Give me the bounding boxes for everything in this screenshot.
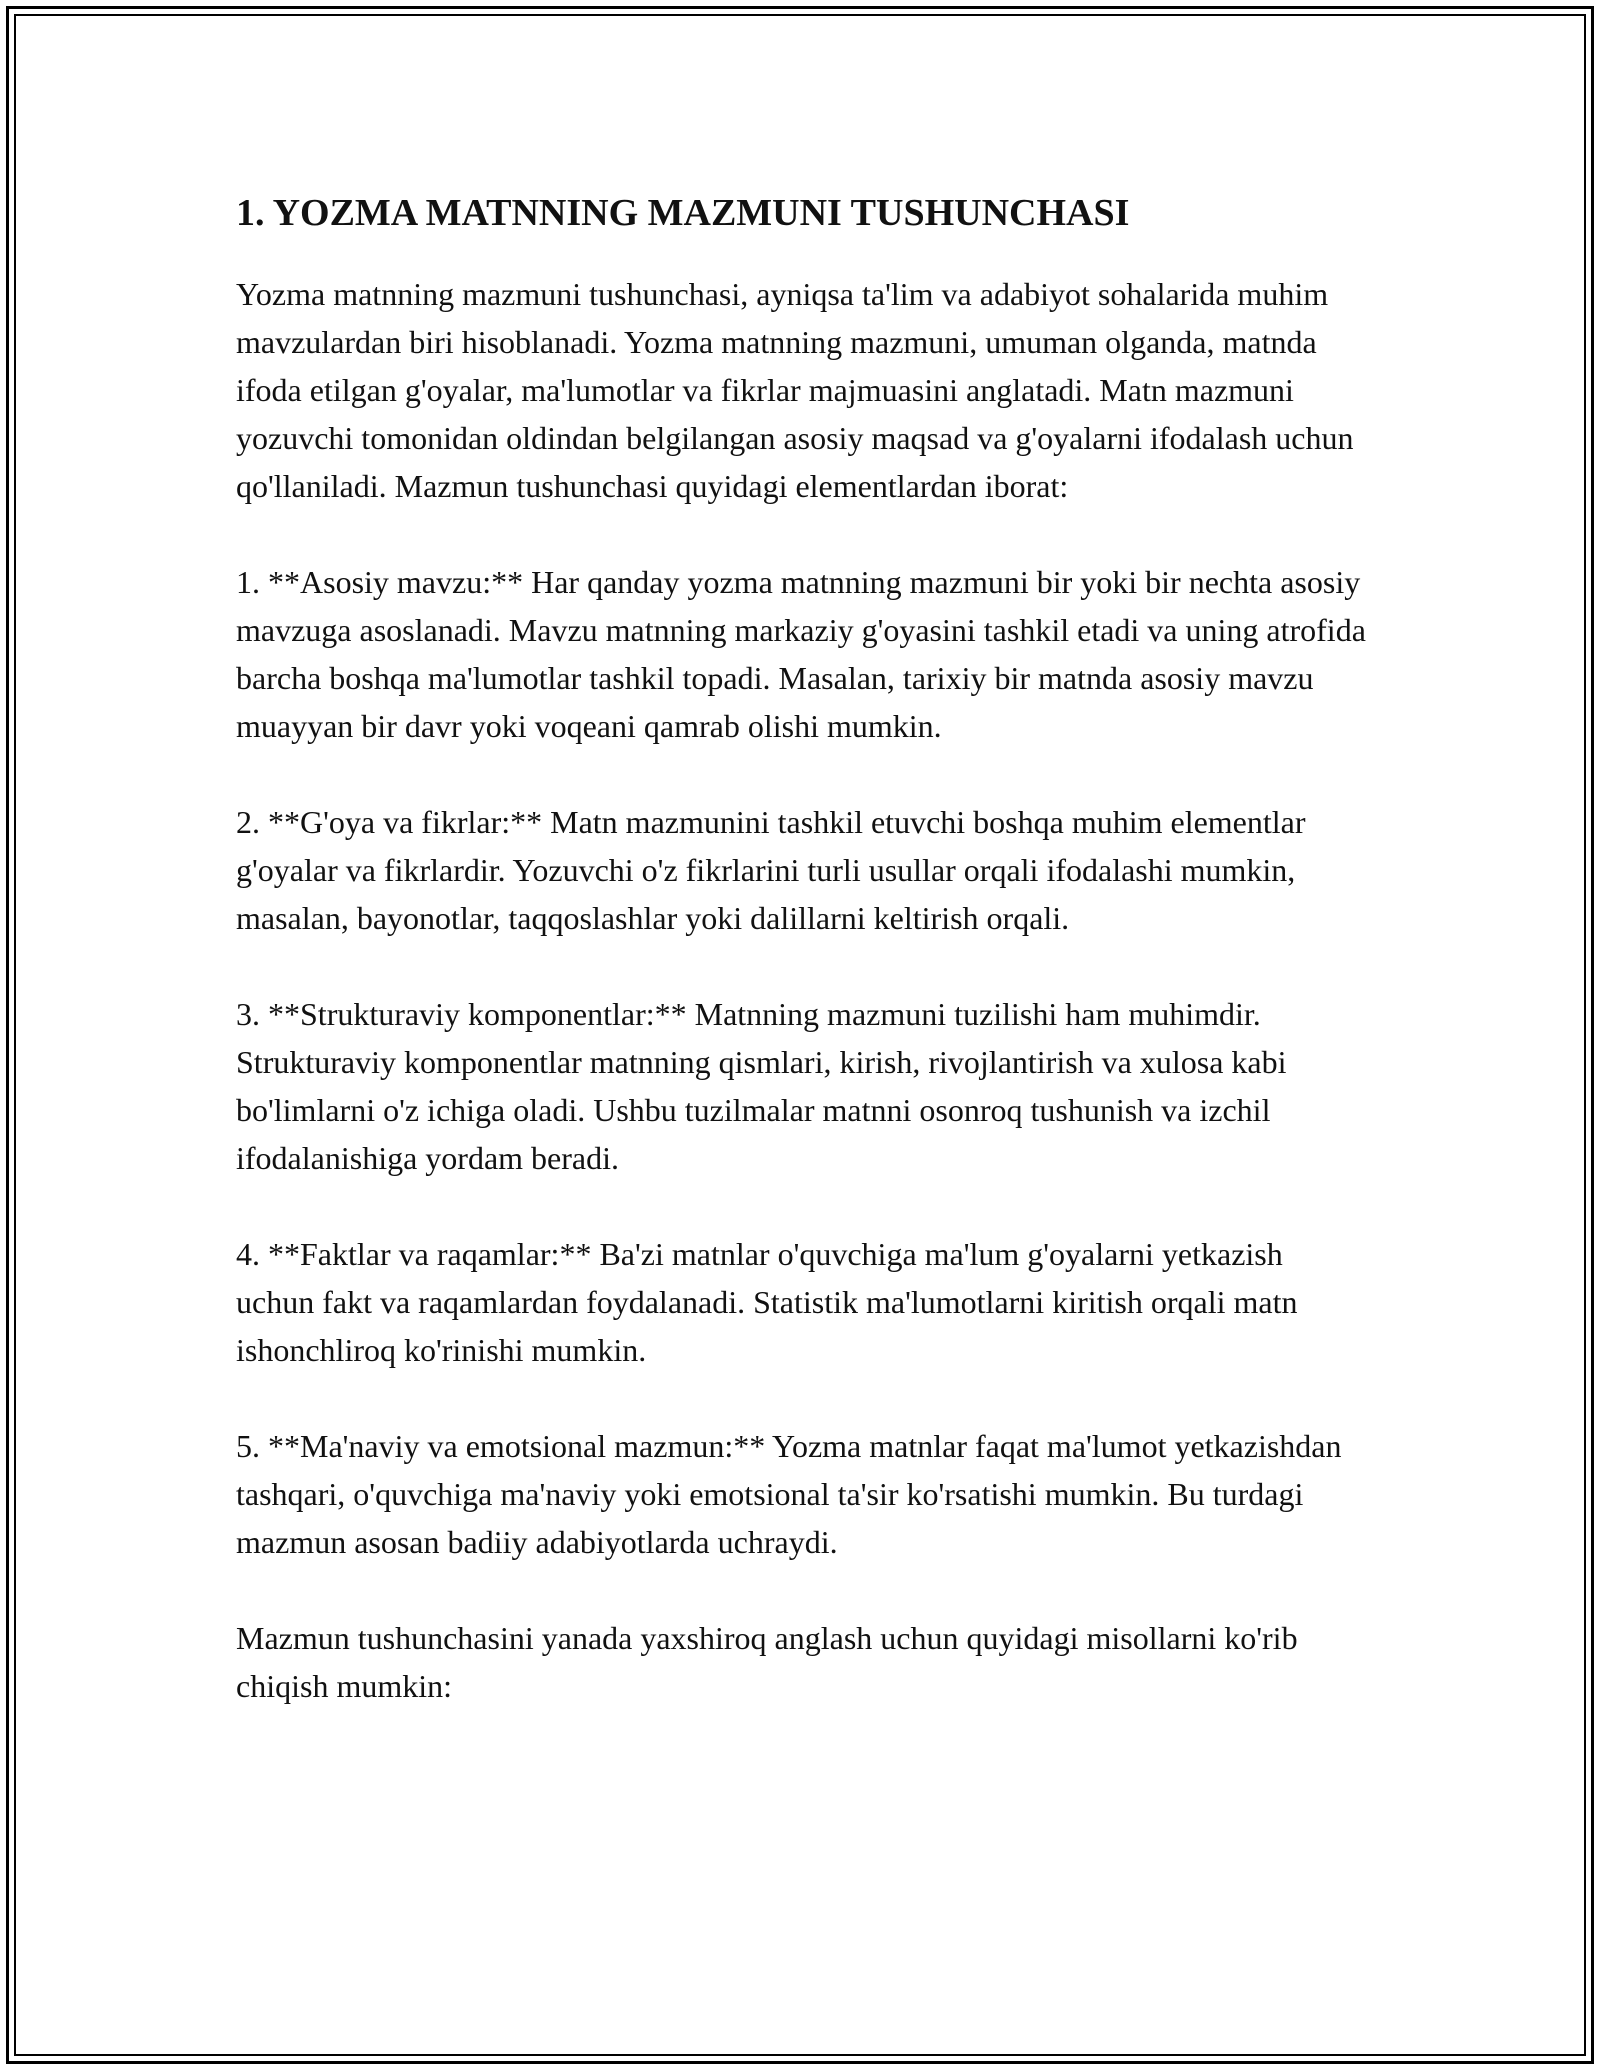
list-item-ideas: 2. **G'oya va fikrlar:** Matn mazmunini tashkil etuvchi boshqa muhim elementlar g'oyalar va fikrlardir. Yozuvchi o'z fikrlarini turli usullar orqali ifodalashi mumkin, masalan, bayonotlar, taqqoslashlar yoki dalillarni keltirish orqali. bbox=[236, 804, 1306, 936]
intro-paragraph: Yozma matnning mazmuni tushunchasi, ayniqsa ta'lim va adabiyot sohalarida muhim mavzulardan biri hisoblanadi. Yozma matnning mazmuni, umuman olganda, matnda ifoda etilgan g'oyalar, ma'lumotlar va fikrlar majmuasini anglatadi. Matn mazmuni yozuvchi tomonidan oldindan belgilangan asosiy maqsad va g'oyalarni ifodalash uchun qo'llaniladi. Mazmun tushunchasi quyidagi elementlardan iborat: bbox=[236, 276, 1354, 504]
list-item-emotional: 5. **Ma'naviy va emotsional mazmun:** Yozma matnlar faqat ma'lumot yetkazishdan tashqari, o'quvchiga ma'naviy yoki emotsional ta'sir ko'rsatishi mumkin. Bu turdagi mazmun asosan badiiy adabiyotlarda uchraydi. bbox=[236, 1428, 1342, 1560]
section-title: 1. YOZMA MATNNING MAZMUNI TUSHUNCHASI bbox=[236, 192, 1130, 234]
closing-paragraph: Mazmun tushunchasini yanada yaxshiroq anglash uchun quyidagi misollarni ko'rib chiqish mumkin: bbox=[236, 1620, 1298, 1704]
list-item-main-topic: 1. **Asosiy mavzu:** Har qanday yozma matnning mazmuni bir yoki bir nechta asosiy mavzuga asoslanadi. Mavzu matnning markaziy g'oyasini tashkil etadi va uning atrofida barcha boshqa ma'lumotlar tashkil topadi. Masalan, tarixiy bir matnda asosiy mavzu muayyan bir davr yoki voqeani qamrab olishi mumkin. bbox=[236, 564, 1366, 744]
list-item-structure: 3. **Strukturaviy komponentlar:** Matnning mazmuni tuzilishi ham muhimdir. Strukturaviy komponentlar matnning qismlari, kirish, rivojlantirish va xulosa kabi bo'limlarni o'z ichiga oladi. Ushbu tuzilmalar matnni osonroq tushunish va izchil ifodalanishiga yordam beradi. bbox=[236, 996, 1287, 1176]
list-item-facts: 4. **Faktlar va raqamlar:** Ba'zi matnlar o'quvchiga ma'lum g'oyalarni yetkazish uchun fakt va raqamlardan foydalanadi. Statistik ma'lumotlarni kiritish orqali matn ishonchliroq ko'rinishi mumkin. bbox=[236, 1236, 1298, 1368]
document-body bbox=[236, 186, 1366, 1710]
